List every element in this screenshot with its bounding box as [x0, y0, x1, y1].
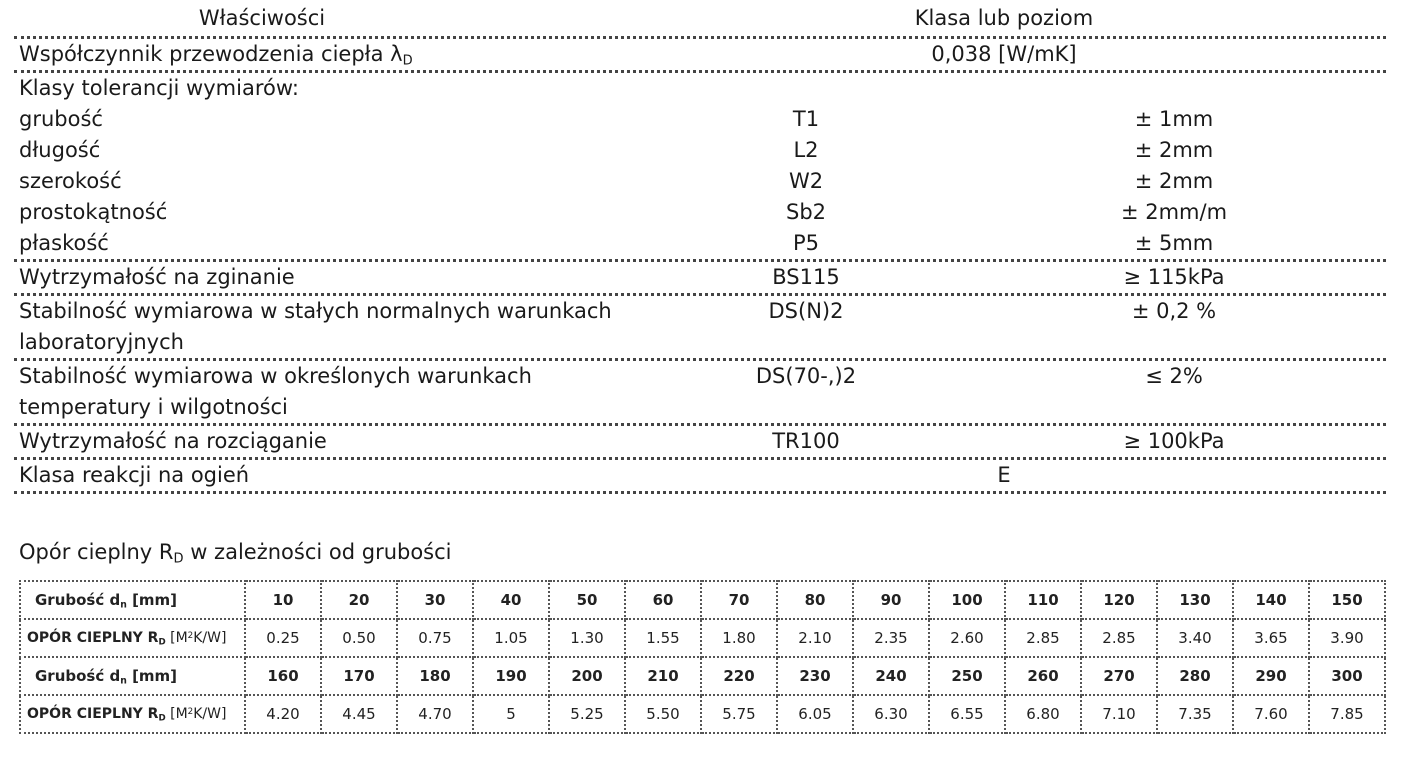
resistance-cell: 1.05: [473, 619, 549, 657]
property-name: grubość: [19, 107, 103, 131]
thickness-cell: 120: [1081, 581, 1157, 619]
thickness-cell: 130: [1157, 581, 1233, 619]
property-name: płaskość: [19, 231, 109, 255]
thickness-label: Grubość $d_n$ [mm]: [20, 581, 245, 619]
property-class: L2: [793, 138, 819, 162]
resistance-cell: 7.10: [1081, 695, 1157, 733]
property-class: BS115: [772, 265, 840, 289]
property-class: P5: [792, 231, 820, 255]
resistance-cell: 4.45: [321, 695, 397, 733]
property-level: ± 1mm: [1134, 107, 1214, 131]
property-level: ≥ 100kPa: [1123, 429, 1225, 453]
resistance-cell: 6.55: [929, 695, 1005, 733]
thickness-cell: 240: [853, 657, 929, 695]
row-tensile-strength: [14, 426, 1386, 460]
property-class: DS(70-,)2: [755, 364, 857, 388]
thickness-cell: 90: [853, 581, 929, 619]
resistance-cell: 7.60: [1233, 695, 1309, 733]
thickness-cell: 100: [929, 581, 1005, 619]
properties-table: [14, 0, 1386, 494]
property-level: ± 2mm: [1134, 138, 1214, 162]
thickness-cell: 170: [321, 657, 397, 695]
thickness-cell: 50: [549, 581, 625, 619]
thickness-cell: 150: [1309, 581, 1385, 619]
thickness-cell: 10: [245, 581, 321, 619]
resistance-cell: 0.50: [321, 619, 397, 657]
resistance-cell: 5: [473, 695, 549, 733]
resistance-row: [20, 619, 1385, 657]
resistance-cell: 6.80: [1005, 695, 1081, 733]
property-name: prostokątność: [19, 200, 168, 224]
header-class-or-level: Klasa lub poziom: [914, 6, 1094, 30]
thickness-label: Grubość $d_n$ [mm]: [20, 657, 245, 695]
property-level: ± 0,2 %: [1131, 299, 1217, 323]
resistance-cell: 6.05: [777, 695, 853, 733]
property-level: ≥ 115kPa: [1123, 265, 1225, 289]
thickness-cell: 30: [397, 581, 473, 619]
resistance-cell: 2.60: [929, 619, 1005, 657]
property-name: Wytrzymałość na zginanie: [19, 265, 295, 289]
resistance-cell: 2.35: [853, 619, 929, 657]
property-value: E: [997, 463, 1011, 487]
thickness-cell: 80: [777, 581, 853, 619]
resistance-cell: 2.85: [1081, 619, 1157, 657]
thickness-cell: 230: [777, 657, 853, 695]
resistance-cell: 1.80: [701, 619, 777, 657]
property-class: Sb2: [785, 200, 827, 224]
thickness-cell: 40: [473, 581, 549, 619]
thickness-row: [20, 581, 1385, 619]
thickness-cell: 250: [929, 657, 1005, 695]
resistance-cell: 2.10: [777, 619, 853, 657]
property-name: Klasy tolerancji wymiarów:: [19, 76, 299, 100]
resistance-cell: 0.75: [397, 619, 473, 657]
property-class: W2: [788, 169, 824, 193]
property-name: szerokość: [19, 169, 122, 193]
resistance-cell: 6.30: [853, 695, 929, 733]
resistance-cell: 3.65: [1233, 619, 1309, 657]
resistance-cell: 5.50: [625, 695, 701, 733]
thickness-cell: 70: [701, 581, 777, 619]
properties-header: [14, 0, 1386, 39]
thickness-cell: 290: [1233, 657, 1309, 695]
property-level: ± 2mm/m: [1120, 200, 1228, 224]
resistance-cell: 7.85: [1309, 695, 1385, 733]
property-name-line1: Stabilność wymiarowa w stałych normalnych warunkach: [19, 299, 612, 323]
thickness-cell: 220: [701, 657, 777, 695]
resistance-cell: 7.35: [1157, 695, 1233, 733]
resistance-cell: 5.75: [701, 695, 777, 733]
property-value: 0,038 [W/mK]: [931, 42, 1077, 66]
resistance-row: [20, 695, 1385, 733]
property-name-line2: laboratoryjnych: [19, 330, 184, 354]
property-name: długość: [19, 138, 101, 162]
property-name: Klasa reakcji na ogień: [19, 463, 250, 487]
property-name-line2: temperatury i wilgotności: [19, 395, 288, 419]
property-name-line1: Stabilność wymiarowa w określonych warunkach: [19, 364, 532, 388]
row-thermal-conductivity: [14, 39, 1386, 73]
row-bending-strength: [14, 262, 1386, 296]
resistance-title: Opór cieplny $R_D$ w zależności od grubości: [19, 540, 452, 567]
resistance-cell: 3.40: [1157, 619, 1233, 657]
property-level: ≤ 2%: [1145, 364, 1203, 388]
resistance-label: OPÓR CIEPLNY $R_D$ $[M^2K/W]$: [20, 619, 245, 657]
property-name: Wytrzymałość na rozciąganie: [19, 429, 327, 453]
thickness-cell: 270: [1081, 657, 1157, 695]
row-tolerance-classes: [14, 73, 1386, 262]
property-class: DS(N)2: [768, 299, 844, 323]
header-property: Właściwości: [198, 6, 326, 30]
resistance-cell: 1.30: [549, 619, 625, 657]
resistance-cell: 4.70: [397, 695, 473, 733]
resistance-cell: 2.85: [1005, 619, 1081, 657]
thickness-cell: 260: [1005, 657, 1081, 695]
property-class: TR100: [772, 429, 840, 453]
thickness-cell: 300: [1309, 657, 1385, 695]
row-fire-reaction-class: [14, 460, 1386, 494]
thickness-cell: 190: [473, 657, 549, 695]
row-dimensional-stability-specified: [14, 361, 1386, 426]
property-class: T1: [792, 107, 820, 131]
thickness-cell: 210: [625, 657, 701, 695]
resistance-table: [19, 580, 1386, 734]
thickness-cell: 280: [1157, 657, 1233, 695]
property-level: ± 5mm: [1134, 231, 1214, 255]
thickness-cell: 200: [549, 657, 625, 695]
resistance-cell: 1.55: [625, 619, 701, 657]
row-dimensional-stability-normal: [14, 296, 1386, 361]
resistance-cell: 0.25: [245, 619, 321, 657]
thickness-cell: 110: [1005, 581, 1081, 619]
thickness-cell: 60: [625, 581, 701, 619]
resistance-label: OPÓR CIEPLNY $R_D$ $[M^2K/W]$: [20, 695, 245, 733]
thickness-cell: 20: [321, 581, 397, 619]
resistance-cell: 5.25: [549, 695, 625, 733]
resistance-cell: 3.90: [1309, 619, 1385, 657]
resistance-cell: 4.20: [245, 695, 321, 733]
thickness-cell: 180: [397, 657, 473, 695]
thickness-row: [20, 657, 1385, 695]
thickness-cell: 160: [245, 657, 321, 695]
property-name: Współczynnik przewodzenia ciepła $\lambda_D$: [19, 42, 413, 69]
property-level: ± 2mm: [1134, 169, 1214, 193]
thickness-cell: 140: [1233, 581, 1309, 619]
